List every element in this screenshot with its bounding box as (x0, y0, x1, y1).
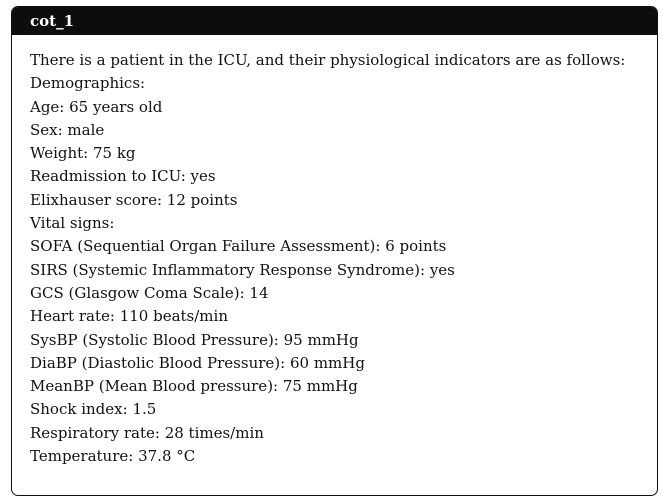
field-respiratory-rate: Respiratory rate: 28 times/min (30, 423, 264, 442)
section-heading-demographics: Demographics: (30, 74, 146, 93)
field-gcs: GCS (Glasgow Coma Scale): 14 (30, 283, 269, 302)
section-heading-vital-signs: Vital signs: (30, 214, 115, 233)
field-temperature: Temperature: 37.8 °C (30, 447, 196, 466)
field-sex: Sex: male (30, 120, 105, 139)
box-title: cot_1 (12, 7, 657, 35)
field-sysbp: SysBP (Systolic Blood Pressure): 95 mmHg (30, 330, 359, 349)
field-meanbp: MeanBP (Mean Blood pressure): 75 mmHg (30, 377, 358, 396)
content-box (11, 6, 658, 496)
field-sofa: SOFA (Sequential Organ Failure Assessment): 6 points (30, 237, 447, 256)
field-heart-rate: Heart rate: 110 beats/min (30, 307, 228, 326)
field-shock-index: Shock index: 1.5 (30, 400, 157, 419)
field-weight: Weight: 75 kg (30, 144, 136, 163)
intro-line: There is a patient in the ICU, and their physiological indicators are as follows: (30, 51, 626, 69)
field-age: Age: 65 years old (30, 97, 163, 116)
field-readmission: Readmission to ICU: yes (30, 167, 216, 186)
field-diabp: DiaBP (Diastolic Blood Pressure): 60 mmHg (30, 353, 365, 372)
field-sirs: SIRS (Systemic Inflammatory Response Syndrome): yes (30, 260, 455, 279)
field-elixhauser: Elixhauser score: 12 points (30, 190, 238, 209)
box-body (12, 35, 657, 468)
